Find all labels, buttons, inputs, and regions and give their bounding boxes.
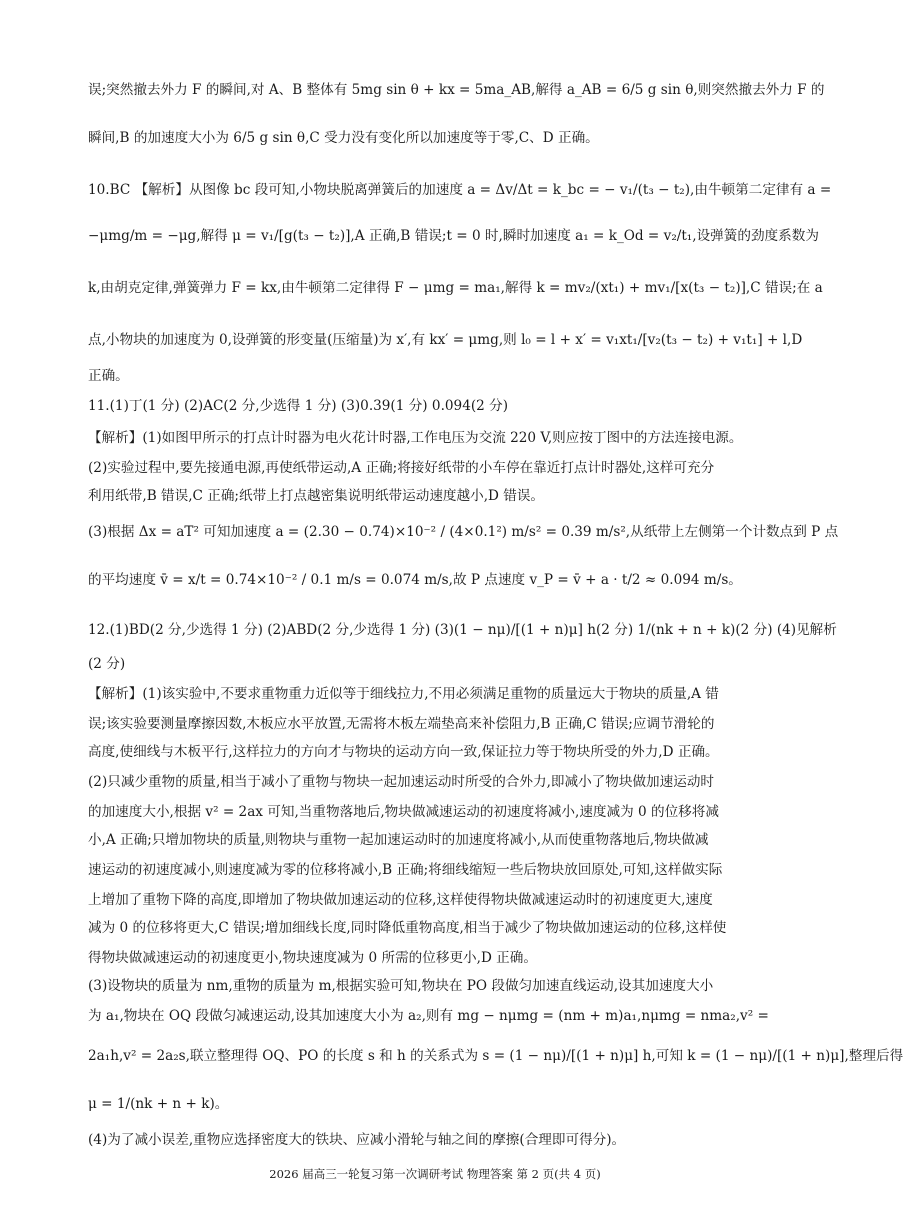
text-line: 上增加了重物下降的高度,即增加了物块做加速运动的位移,这样使得物块做减速运动时的初速度更大,速度 [88, 892, 713, 908]
text-line: 减为 0 的位移将更大,C 错误;增加细线长度,同时降低重物高度,相当于减少了物块做加速运动的位移,这样使 [88, 920, 727, 936]
text-line: 瞬间,B 的加速度大小为 6/5 g sin θ,C 受力没有变化所以加速度等于零,C、D 正确。 [88, 130, 599, 146]
text-line: 的平均速度 v̄ = x/t = 0.74×10⁻² / 0.1 m/s = 0.074 m/s,故 P 点速度 v_P = v̄ + a · t/2 ≈ 0.094 m/s。 [88, 572, 742, 588]
text-line: μ = 1/(nk + n + k)。 [88, 1096, 229, 1112]
text-line: 小,A 正确;只增加物块的质量,则物块与重物一起加速运动时的加速度将减小,从而使重物落地后,物块做减 [88, 832, 709, 848]
question-11-answer: 11.(1)丁(1 分) (2)AC(2 分,少选得 1 分) (3)0.39(1 分) 0.094(2 分) [88, 398, 509, 414]
text-line: (3)根据 Δx = aT² 可知加速度 a = (2.30 − 0.74)×10⁻² / (4×0.1²) m/s² = 0.39 m/s²,从纸带上左侧第一个计数点到 P 点 [88, 524, 839, 540]
question-10-answer: 10.BC 【解析】从图像 bc 段可知,小物块脱离弹簧后的加速度 a = Δv/Δt = k_bc = − v₁/(t₃ − t₂),由牛顿第二定律有 a = [88, 182, 832, 198]
text-line: 的加速度大小,根据 v² = 2ax 可知,当重物落地后,物块做减速运动的初速度将减小,速度减为 0 的位移将减 [88, 804, 719, 820]
text-line: 速运动的初速度减小,则速度减为零的位移将减小,B 正确;将细线缩短一些后物块放回原处,可知,这样做实际 [88, 862, 723, 878]
text-line: 高度,使细线与木板平行,这样拉力的方向才与物块的运动方向一致,保证拉力等于物块所受的外力,D 正确。 [88, 744, 719, 760]
question-12-answer: 12.(1)BD(2 分,少选得 1 分) (2)ABD(2 分,少选得 1 分) (3)(1 − nμ)/[(1 + n)μ] h(2 分) 1/(nk + n + k)(2 分) (4)见解析 [88, 622, 837, 638]
text-line: (2)实验过程中,要先接通电源,再使纸带运动,A 正确;将接好纸带的小车停在靠近打点计时器处,这样可充分 [88, 460, 715, 476]
text-line: 正确。 [88, 368, 129, 384]
text-line: 2a₁h,v² = 2a₂s,联立整理得 OQ、PO 的长度 s 和 h 的关系式为 s = (1 − nμ)/[(1 + n)μ] h,可知 k = (1 − nμ)/[(1 + n)μ],整理后得 [88, 1048, 903, 1064]
text-line: (2 分) [88, 656, 126, 672]
text-line: 误;该实验要测量摩擦因数,木板应水平放置,无需将木板左端垫高来补偿阻力,B 正确,C 错误;应调节滑轮的 [88, 716, 715, 732]
page-footer: 2026 届高三一轮复习第一次调研考试 物理答案 第 2 页(共 4 页) [269, 1167, 601, 1181]
text-line: 误;突然撤去外力 F 的瞬间,对 A、B 整体有 5mg sin θ + kx = 5ma_AB,解得 a_AB = 6/5 g sin θ,则突然撤去外力 F 的 [88, 82, 825, 98]
analysis-line: 【解析】(1)如图甲所示的打点计时器为电火花计时器,工作电压为交流 220 V,则应按丁图中的方法连接电源。 [88, 430, 743, 446]
analysis-line: 【解析】(1)该实验中,不要求重物重力近似等于细线拉力,不用必须满足重物的质量远大于物块的质量,A 错 [88, 686, 719, 702]
text-line: (3)设物块的质量为 nm,重物的质量为 m,根据实验可知,物块在 PO 段做匀加速直线运动,设其加速度大小 [88, 978, 714, 994]
text-line: (2)只减少重物的质量,相当于减小了重物与物块一起加速运动时所受的合外力,即减小了物块做加速运动时 [88, 774, 715, 790]
text-line: 得物块做减速运动的初速度更小,物块速度减为 0 所需的位移更小,D 正确。 [88, 950, 537, 966]
text-line: 利用纸带,B 错误,C 正确;纸带上打点越密集说明纸带运动速度越小,D 错误。 [88, 488, 545, 504]
text-line: −μmg/m = −μg,解得 μ = v₁/[g(t₃ − t₂)],A 正确,B 错误;t = 0 时,瞬时加速度 a₁ = k_Od = v₂/t₁,设弹簧的劲度系数为 [88, 228, 819, 244]
text-line: k,由胡克定律,弹簧弹力 F = kx,由牛顿第二定律得 F − μmg = ma₁,解得 k = mv₂/(xt₁) + mv₁/[x(t₃ − t₂)],C 错误;在 a [88, 280, 823, 296]
text-line: 为 a₁,物块在 OQ 段做匀减速运动,设其加速度大小为 a₂,则有 mg − nμmg = (nm + m)a₁,nμmg = nma₂,v² = [88, 1008, 769, 1024]
text-line: (4)为了减小误差,重物应选择密度大的铁块、应减小滑轮与轴之间的摩擦(合理即可得分)。 [88, 1132, 626, 1148]
text-line: 点,小物块的加速度为 0,设弹簧的形变量(压缩量)为 x′,有 kx′ = μmg,则 l₀ = l + x′ = v₁xt₁/[v₂(t₃ − t₂) + v₁t₁] + l,D [88, 332, 803, 348]
